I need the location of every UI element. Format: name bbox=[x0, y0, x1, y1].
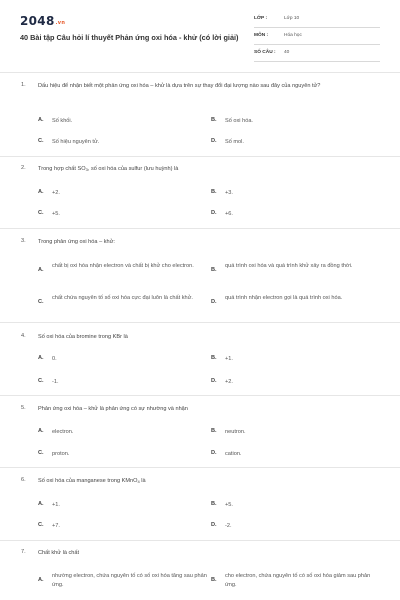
option-text: cation. bbox=[225, 451, 242, 457]
option-text: neutron. bbox=[225, 429, 246, 435]
option-4c[interactable] bbox=[38, 378, 208, 396]
option-text: +3. bbox=[225, 190, 233, 196]
option-7a[interactable] bbox=[38, 572, 208, 590]
option-6a[interactable] bbox=[38, 501, 208, 519]
question-text: Dấu hiệu để nhận biết một phản ứng oxi hóa – khử là dựa trên sự thay đổi đại lượng nào sau đây của nguyên tử? bbox=[38, 83, 321, 89]
question-text-part: Trong hợp chất SO bbox=[38, 166, 86, 172]
option-text: electron. bbox=[52, 429, 74, 435]
option-text: proton. bbox=[52, 451, 70, 457]
option-text: +1. bbox=[225, 356, 233, 362]
option-text: -1. bbox=[52, 379, 59, 385]
question-divider bbox=[0, 228, 400, 229]
option-3c[interactable] bbox=[38, 294, 208, 312]
option-letter: C. bbox=[38, 299, 44, 305]
option-letter: C. bbox=[38, 450, 44, 456]
question-text: Trong phản ứng oxi hóa – khử: bbox=[38, 239, 115, 245]
option-text: +2. bbox=[225, 379, 233, 385]
option-text: nhường electron, chứa nguyên tố có số oxi hóa tăng sau phản ứng. bbox=[52, 573, 207, 588]
option-6c[interactable] bbox=[38, 522, 208, 540]
question-number: 1. bbox=[21, 82, 26, 88]
logo-suffix: .vn bbox=[55, 20, 66, 26]
meta-label: MÔN : bbox=[254, 33, 269, 38]
option-letter: C. bbox=[38, 378, 44, 384]
option-text: +5. bbox=[225, 502, 233, 508]
meta-value: Hóa học bbox=[284, 33, 302, 38]
meta-row-subject bbox=[254, 32, 380, 45]
question-divider bbox=[0, 395, 400, 396]
option-text: 0. bbox=[52, 356, 57, 362]
meta-row-count bbox=[254, 49, 380, 62]
option-2d[interactable] bbox=[211, 210, 381, 228]
option-letter: C. bbox=[38, 210, 44, 216]
option-letter: A. bbox=[38, 355, 44, 361]
option-text: chất chứa nguyên tố số oxi hóa cực đại luôn là chất khử. bbox=[52, 295, 193, 301]
option-letter: D. bbox=[211, 450, 217, 456]
option-letter: B. bbox=[211, 577, 217, 583]
option-letter: B. bbox=[211, 189, 217, 195]
question-divider bbox=[0, 322, 400, 323]
question-text bbox=[38, 477, 384, 486]
meta-label: SỐ CÂU : bbox=[254, 50, 276, 55]
question-text-part: , số oxi hóa của sulfur (lưu huỳnh) là bbox=[87, 166, 179, 172]
option-letter: B. bbox=[211, 355, 217, 361]
option-4b[interactable] bbox=[211, 355, 381, 373]
option-text: +7. bbox=[52, 523, 60, 529]
option-6b[interactable] bbox=[211, 501, 381, 519]
option-text: Số hiệu nguyên tử. bbox=[52, 139, 100, 145]
question-divider bbox=[0, 467, 400, 468]
option-3d[interactable] bbox=[211, 294, 381, 312]
option-letter: B. bbox=[211, 428, 217, 434]
option-text: quá trình oxi hóa và quá trình khử xảy ra đồng thời. bbox=[225, 263, 353, 269]
option-text: Số oxi hóa. bbox=[225, 118, 253, 124]
logo-text: 2048 bbox=[20, 14, 55, 28]
option-2a[interactable] bbox=[38, 189, 208, 207]
header-divider bbox=[0, 72, 400, 73]
option-5a[interactable] bbox=[38, 428, 208, 446]
option-letter: A. bbox=[38, 501, 44, 507]
subscript: 3 bbox=[85, 167, 88, 172]
question-text-part: là bbox=[139, 478, 146, 484]
option-text: +2. bbox=[52, 190, 60, 196]
option-letter: A. bbox=[38, 267, 44, 273]
question-number: 5. bbox=[21, 405, 26, 411]
option-letter: C. bbox=[38, 522, 44, 528]
option-2c[interactable] bbox=[38, 210, 208, 228]
option-letter: D. bbox=[211, 522, 217, 528]
question-divider bbox=[0, 156, 400, 157]
question-text: Phản ứng oxi hóa – khử là phản ứng có sự nhường và nhận bbox=[38, 406, 188, 412]
option-letter: A. bbox=[38, 428, 44, 434]
document-title: 40 Bài tập Câu hỏi lí thuyết Phản ứng oxi hóa - khử (có lời giải) bbox=[20, 33, 239, 42]
option-1d[interactable] bbox=[211, 138, 381, 156]
option-3b[interactable] bbox=[211, 262, 381, 280]
option-1a[interactable] bbox=[38, 117, 208, 135]
option-letter: A. bbox=[38, 577, 44, 583]
option-letter: B. bbox=[211, 117, 217, 123]
option-4a[interactable] bbox=[38, 355, 208, 373]
option-text: cho electron, chứa nguyên tố có số oxi hóa giảm sau phản ứng. bbox=[225, 573, 371, 588]
question-text: Số oxi hóa của bromine trong KBr là bbox=[38, 334, 128, 340]
option-3a[interactable] bbox=[38, 262, 208, 280]
option-text: Số mol. bbox=[225, 139, 244, 145]
option-5d[interactable] bbox=[211, 450, 381, 468]
question-number: 3. bbox=[21, 238, 26, 244]
question-text bbox=[38, 165, 384, 174]
question-text-part: Số oxi hóa của manganese trong KMnO bbox=[38, 478, 138, 484]
option-letter: C. bbox=[38, 138, 44, 144]
option-letter: D. bbox=[211, 378, 217, 384]
option-2b[interactable] bbox=[211, 189, 381, 207]
option-letter: B. bbox=[211, 267, 217, 273]
question-number: 4. bbox=[21, 333, 26, 339]
option-text: +1. bbox=[52, 502, 60, 508]
meta-row-class bbox=[254, 15, 380, 28]
question-number: 2. bbox=[21, 165, 26, 171]
option-4d[interactable] bbox=[211, 378, 381, 396]
option-letter: B. bbox=[211, 501, 217, 507]
option-text: Số khối. bbox=[52, 118, 73, 124]
option-6d[interactable] bbox=[211, 522, 381, 540]
question-text: Chất khử là chất bbox=[38, 550, 80, 556]
meta-value: Lớp 10 bbox=[284, 16, 300, 21]
option-1b[interactable] bbox=[211, 117, 381, 135]
meta-info bbox=[254, 15, 380, 66]
document-header bbox=[0, 0, 400, 70]
option-text: +6. bbox=[225, 211, 233, 217]
question-number: 6. bbox=[21, 477, 26, 483]
option-text: quá trình nhận electron gọi là quá trình oxi hóa. bbox=[225, 295, 343, 301]
option-text: -2. bbox=[225, 523, 232, 529]
option-5b[interactable] bbox=[211, 428, 381, 446]
question-number: 7. bbox=[21, 549, 26, 555]
option-letter: D. bbox=[211, 138, 217, 144]
question-divider bbox=[0, 540, 400, 541]
option-letter: A. bbox=[38, 117, 44, 123]
option-letter: D. bbox=[211, 210, 217, 216]
option-letter: D. bbox=[211, 299, 217, 305]
option-text: chất bị oxi hóa nhận electron và chất bị khử cho electron. bbox=[52, 263, 194, 269]
option-7b[interactable] bbox=[211, 572, 381, 590]
site-logo[interactable] bbox=[20, 14, 65, 28]
option-letter: A. bbox=[38, 189, 44, 195]
option-1c[interactable] bbox=[38, 138, 208, 156]
option-5c[interactable] bbox=[38, 450, 208, 468]
subscript: 4 bbox=[137, 479, 140, 484]
meta-value: 40 bbox=[284, 50, 290, 55]
meta-label: LỚP : bbox=[254, 16, 268, 21]
option-text: +5. bbox=[52, 211, 60, 217]
